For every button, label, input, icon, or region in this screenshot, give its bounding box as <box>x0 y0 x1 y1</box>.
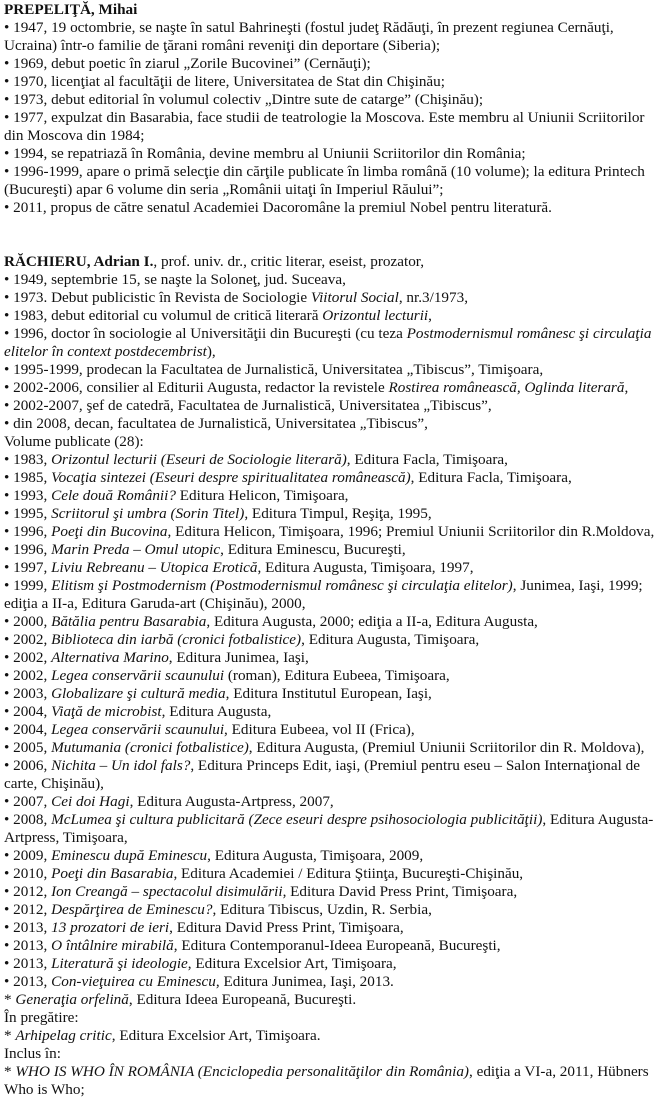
line-text: • 2013, <box>4 919 52 936</box>
line-text: • 2002-2007, şef de catedră, Facultatea de Jurnalistică, Universitatea „Tibiscus”, <box>4 397 492 414</box>
entry-line <box>4 109 656 145</box>
line-text: • 1977, expulzat din Basarabia, face studii de teatrologie la Moscova. Este membru al Uniunii Scriitorilor din Moscova din 1984; <box>4 109 645 144</box>
section-gap <box>4 217 656 253</box>
italic-title-text: Poeţi din Basarabia <box>51 865 174 882</box>
italic-title-text: Orizontul lecturii (Eseuri de Sociologie literară) <box>51 451 347 468</box>
italic-title-text: Postmodernismul românesc şi circulaţia elitelor în context postdecembrist <box>4 325 652 360</box>
entry-line <box>4 937 656 955</box>
line-text: Volume publicate (28): <box>4 433 144 450</box>
italic-title-text: Legea conservării scaunului <box>51 667 225 684</box>
line-text: , Editura Facla, Timişoara, <box>410 469 572 486</box>
line-text: • 2002, <box>4 631 52 648</box>
entry-line <box>4 667 656 685</box>
entry-line <box>4 847 656 865</box>
entry-line <box>4 307 656 325</box>
entry-name-suffix: , prof. univ. dr., critic literar, eseist, prozator, <box>153 253 425 270</box>
line-text: • 1996, <box>4 523 52 540</box>
italic-title-text: Eminescu după Eminescu <box>51 847 208 864</box>
italic-title-text: Alternativa Marino <box>51 649 169 666</box>
line-text: * <box>4 991 16 1008</box>
line-text: , Editura Augusta, Timişoara, 2009, <box>207 847 424 864</box>
italic-title-text: Literatură şi ideologie <box>51 955 188 972</box>
line-text: Editura Helicon, Timişoara, <box>175 487 349 504</box>
line-text: • 1999, <box>4 577 52 594</box>
entry-line <box>4 451 656 469</box>
line-text: , Editura Ideea Europeană, Bucureşti. <box>128 991 357 1008</box>
italic-title-text: Despărţirea de Eminescu? <box>51 901 213 918</box>
line-text: • 2011, propus de către senatul Academiei Dacoromâne la premiul Nobel pentru literatură. <box>4 199 552 216</box>
line-text: , Editura Augusta, (Premiul Uniunii Scriitorilor din R. Moldova), <box>248 739 645 756</box>
entry-line <box>4 793 656 811</box>
line-text: , Editura David Press Print, Timişoara, <box>169 919 404 936</box>
line-text: În pregătire: <box>4 1009 79 1026</box>
line-text: , Editura Excelsior Art, Timişoara, <box>187 955 397 972</box>
line-text: • 1996, doctor în sociologie al Universităţii din Bucureşti (cu teza <box>4 325 407 342</box>
line-text: • 1996-1999, apare o primă selecţie din cărţile publicate în limba română (10 volume); la editura Printech (Bucureşti) apar 6 volume din seria „Românii uitaţi în Imperiul Răului”; <box>4 163 645 198</box>
line-text: , Editura Augusta-Artpress, 2007, <box>129 793 334 810</box>
line-text: • 1949, septembrie 15, se naşte la Soloneţ, jud. Suceava, <box>4 271 346 288</box>
line-text: • 1983, <box>4 451 52 468</box>
italic-title-text: Ion Creangă – spectacolul disimulării <box>51 883 283 900</box>
italic-title-text: Elitism şi Postmodernism (Postmodernismul românesc şi circulaţia elitelor) <box>51 577 513 594</box>
entry-heading <box>4 1 656 19</box>
entry-line <box>4 19 656 55</box>
italic-title-text: Globalizare şi cultură media <box>51 685 226 702</box>
line-text: • 2012, <box>4 901 52 918</box>
entry-line <box>4 397 656 415</box>
line-text: , <box>428 307 432 324</box>
entry-line <box>4 1009 656 1027</box>
line-text: * <box>4 1027 16 1044</box>
italic-title-text: Poeţi din Bucovina <box>51 523 168 540</box>
entry-line <box>4 523 656 541</box>
line-text: • 2004, <box>4 703 52 720</box>
line-text: , Editura Junimea, Iaşi, 2013. <box>215 973 394 990</box>
line-text: , ediţia a VI-a, 2011, Hübners Who is Who; <box>4 1063 649 1098</box>
entry-line <box>4 505 656 523</box>
line-text: • 2013, <box>4 937 52 954</box>
line-text: • 2008, <box>4 811 52 828</box>
line-text: (roman), Editura Eubeea, Timişoara, <box>224 667 450 684</box>
italic-title-text: Orizontul lecturii <box>322 307 429 324</box>
line-text: • din 2008, decan, facultatea de Jurnalistică, Universitatea „Tibiscus”, <box>4 415 428 432</box>
entry-prepelita <box>4 1 656 217</box>
line-text: , Editura Augusta-Artpress, Timişoara, <box>4 811 654 846</box>
italic-title-text: WHO IS WHO ÎN ROMÂNIA (Enciclopedia personalităţilor din România) <box>15 1063 469 1080</box>
line-text: , Editura Augusta, Timişoara, 1997, <box>257 559 474 576</box>
line-text: , Junimea, Iaşi, 1999; ediţia a II-a, Editura Garuda-art (Chişinău), 2000, <box>4 577 643 612</box>
entry-line <box>4 613 656 631</box>
entry-line <box>4 703 656 721</box>
entry-line <box>4 757 656 793</box>
line-text: • 2010, <box>4 865 52 882</box>
italic-title-text: Liviu Rebreanu – Utopica Erotică <box>51 559 258 576</box>
line-text: , Editura Excelsior Art, Timişoara. <box>111 1027 321 1044</box>
entry-line <box>4 1063 656 1099</box>
entry-line <box>4 379 656 397</box>
line-text: , Editura David Press Print, Timişoara, <box>282 883 518 900</box>
entry-line <box>4 415 656 433</box>
line-text: • 2009, <box>4 847 52 864</box>
line-text: , Editura Institutul European, Iaşi, <box>225 685 432 702</box>
line-text: • 2013, <box>4 973 52 990</box>
line-text: • 1985, <box>4 469 52 486</box>
line-text: • 1997, <box>4 559 52 576</box>
line-text: • 1969, debut poetic în ziarul „Zorile Bucovinei” (Cernăuţi); <box>4 55 371 72</box>
line-text: • 2012, <box>4 883 52 900</box>
line-text: , nr.3/1973, <box>398 289 469 306</box>
line-text: Inclus în: <box>4 1045 61 1062</box>
entry-line <box>4 973 656 991</box>
line-text: • 1983, debut editorial cu volumul de critică literară <box>4 307 323 324</box>
line-text: • 2002, <box>4 667 52 684</box>
entry-line <box>4 145 656 163</box>
line-text: , Editura Timpul, Reşiţa, 1995, <box>244 505 432 522</box>
line-text: • 2005, <box>4 739 52 756</box>
italic-title-text: Viitorul Social <box>310 289 399 306</box>
italic-title-text: Nichita – Un idol fals? <box>51 757 191 774</box>
entry-name: PREPELIŢĂ, Mihai <box>4 1 138 18</box>
italic-title-text: McLumea şi cultura publicitară (Zece eseuri despre psihosociologia publicităţii) <box>51 811 543 828</box>
italic-title-text: O întâlnire mirabilă <box>51 937 174 954</box>
line-text: , Editura Academiei / Editura Ştiinţa, Bucureşti-Chişinău, <box>173 865 524 882</box>
entry-line <box>4 433 656 451</box>
entry-lines <box>4 19 656 217</box>
entry-line <box>4 577 656 613</box>
entry-line <box>4 919 656 937</box>
line-text: • 1947, 19 octombrie, se naşte în satul Bahrineşti (fostul judeţ Rădăuţi, în prezent regiunea Cernăuţi, Ucraina) într-o familie de ţărani români reveniţi din deportare (Siberia); <box>4 19 614 54</box>
italic-title-text: Bătălia pentru Basarabia <box>51 613 207 630</box>
entry-line <box>4 883 656 901</box>
entry-line <box>4 739 656 757</box>
entry-line <box>4 289 656 307</box>
italic-title-text: Rostirea românească, Oglinda literară <box>388 379 625 396</box>
line-text: • 1973. Debut publicistic în Revista de Sociologie <box>4 289 311 306</box>
italic-title-text: Vocaţia sintezei (Eseuri despre spiritualitatea românească) <box>51 469 411 486</box>
entry-line <box>4 469 656 487</box>
entry-heading <box>4 253 656 271</box>
line-text: , Editura Tibiscus, Uzdin, R. Serbia, <box>212 901 432 918</box>
line-text: • 2007, <box>4 793 52 810</box>
line-text: • 2013, <box>4 955 52 972</box>
line-text: • 2004, <box>4 721 52 738</box>
entry-line <box>4 199 656 217</box>
italic-title-text: Scriitorul şi umbra (Sorin Titel) <box>51 505 245 522</box>
italic-title-text: Biblioteca din iarbă (cronici fotbalistice) <box>51 631 302 648</box>
italic-title-text: Arhipelag critic <box>15 1027 112 1044</box>
entry-line <box>4 955 656 973</box>
entry-line <box>4 685 656 703</box>
line-text: • 2000, <box>4 613 52 630</box>
italic-title-text: 13 prozatori de ieri <box>51 919 170 936</box>
entry-line <box>4 1045 656 1063</box>
line-text: , <box>624 379 629 396</box>
entry-line <box>4 991 656 1009</box>
entry-line <box>4 163 656 199</box>
line-text: , Editura Eminescu, Bucureşti, <box>220 541 406 558</box>
entry-lines <box>4 271 656 1099</box>
entry-line <box>4 901 656 919</box>
line-text: ), <box>206 343 216 360</box>
line-text: , Editura Facla, Timişoara, <box>346 451 508 468</box>
italic-title-text: Generaţia orfelină <box>15 991 129 1008</box>
entry-line <box>4 811 656 847</box>
line-text: • 1996, <box>4 541 52 558</box>
line-text: , Editura Eubeea, vol II (Frica), <box>224 721 415 738</box>
italic-title-text: Cele două Românii? <box>51 487 176 504</box>
entry-line <box>4 721 656 739</box>
line-text: , Editura Princeps Edit, iaşi, (Premiul pentru eseu – Salon Internaţional de carte, Chişinău), <box>4 757 640 792</box>
entry-line <box>4 1027 656 1045</box>
line-text: • 1995-1999, prodecan la Facultatea de Jurnalistică, Universitatea „Tibiscus”, Timişoara, <box>4 361 544 378</box>
line-text: • 2003, <box>4 685 52 702</box>
line-text: • 2002, <box>4 649 52 666</box>
italic-title-text: Con-vieţuirea cu Eminescu <box>51 973 216 990</box>
line-text: • 1973, debut editorial în volumul colectiv „Dintre sute de catarge” (Chişinău); <box>4 91 484 108</box>
line-text: , Editura Augusta, <box>161 703 272 720</box>
line-text: • 2006, <box>4 757 52 774</box>
italic-title-text: Mutumania (cronici fotbalistice) <box>51 739 249 756</box>
entry-name: RĂCHIERU, Adrian I. <box>4 253 154 270</box>
line-text: * <box>4 1063 16 1080</box>
italic-title-text: Marin Preda – Omul utopic <box>51 541 221 558</box>
entry-rachieru <box>4 253 656 1099</box>
line-text: , Editura Augusta, Timişoara, <box>301 631 480 648</box>
entry-line <box>4 559 656 577</box>
italic-title-text: Cei doi Hagi <box>51 793 130 810</box>
line-text: • 1993, <box>4 487 52 504</box>
line-text: • 1970, licenţiat al facultăţii de litere, Universitatea de Stat din Chişinău; <box>4 73 445 90</box>
entry-line <box>4 487 656 505</box>
entry-line <box>4 271 656 289</box>
entry-line <box>4 631 656 649</box>
line-text: • 1995, <box>4 505 52 522</box>
entry-line <box>4 73 656 91</box>
entry-line <box>4 361 656 379</box>
entry-line <box>4 325 656 361</box>
line-text: , Editura Helicon, Timişoara, 1996; Premiul Uniunii Scriitorilor din R.Moldova, <box>167 523 655 540</box>
italic-title-text: Legea conservării scaunului <box>51 721 225 738</box>
entry-line <box>4 865 656 883</box>
line-text: • 2002-2006, consilier al Editurii Augusta, redactor la revistele <box>4 379 389 396</box>
entry-line <box>4 55 656 73</box>
entry-line <box>4 649 656 667</box>
line-text: , Editura Contemporanul-Ideea Europeană, Bucureşti, <box>173 937 501 954</box>
italic-title-text: Viaţă de microbist <box>51 703 162 720</box>
line-text: , Editura Junimea, Iaşi, <box>168 649 309 666</box>
entry-line <box>4 91 656 109</box>
line-text: • 1994, se repatriază în România, devine membru al Uniunii Scriitorilor din România; <box>4 145 526 162</box>
line-text: , Editura Augusta, 2000; ediţia a II-a, Editura Augusta, <box>206 613 538 630</box>
entry-line <box>4 541 656 559</box>
